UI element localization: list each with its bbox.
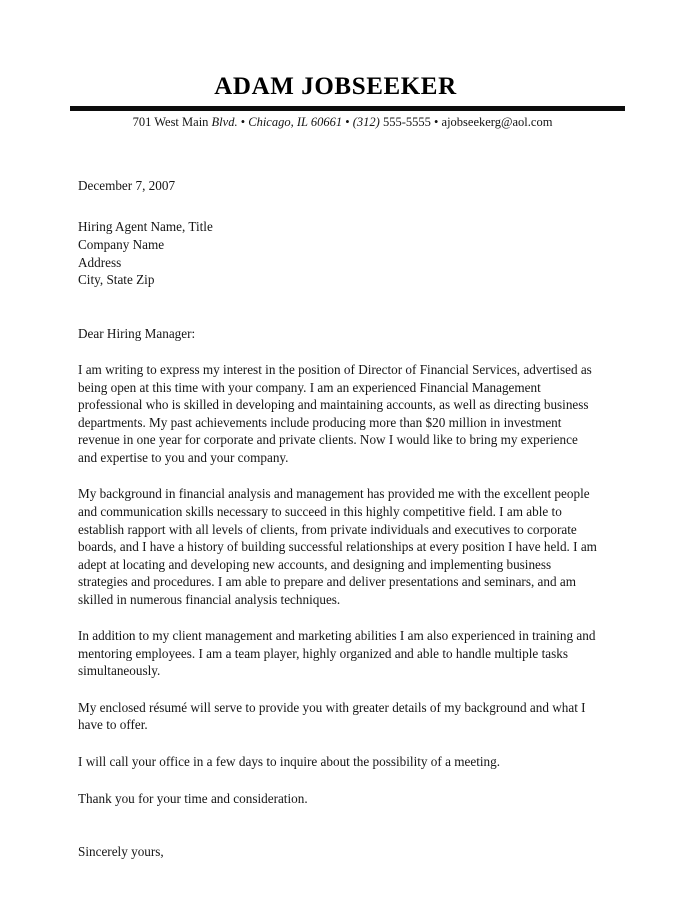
recipient-line: Company Name bbox=[78, 236, 165, 252]
recipient-line: City, State Zip bbox=[78, 272, 155, 288]
letterhead bbox=[0, 0, 695, 131]
recipient-line: Hiring Agent Name, Title bbox=[78, 219, 213, 235]
page-title: ADAM JOBSEEKER bbox=[214, 73, 457, 100]
contact-city-state-zip: Chicago, IL 60661 bbox=[248, 115, 343, 130]
contact-street: 701 West Main bbox=[132, 115, 212, 130]
closing-salutation: Sincerely yours, bbox=[78, 844, 164, 860]
letter-body bbox=[0, 177, 695, 861]
body-paragraph: My enclosed résumé will serve to provide you with greater details of my background and what I have to offer. bbox=[78, 699, 586, 733]
salutation: Dear Hiring Manager: bbox=[78, 325, 196, 341]
contact-phone-area-code: (312) bbox=[352, 115, 380, 130]
contact-email: ajobseekerg@aol.com bbox=[441, 115, 553, 130]
contact-separator-2: • bbox=[342, 115, 353, 130]
contact-phone-number: 555-5555 bbox=[379, 115, 431, 130]
body-paragraph: Thank you for your time and consideration. bbox=[78, 790, 308, 806]
recipient-line: Address bbox=[78, 254, 122, 270]
body-paragraph: I will call your office in a few days to inquire about the possibility of a meeting. bbox=[78, 754, 501, 769]
body-paragraph: In addition to my client management and marketing abilities I am also experienced in training and mentoring employees. I am a team player, highly organized and able to handle multiple tasks simultaneously. bbox=[78, 628, 596, 679]
contact-separator-3: • bbox=[430, 115, 442, 130]
body-paragraph: I am writing to express my interest in the position of Director of Financial Services, advertised as being open at this time with your company. I am an experienced Financial Management professional who is skilled in developing and maintaining accounts, as well as directing business departments. My past achievements include producing more than $20 million in investment revenue in one year for corporate and private clients. Now I would like to bring my experience and expertise to you and your company. bbox=[78, 362, 592, 465]
body-paragraph: My background in financial analysis and management has provided me with the excellent people and communication skills necessary to succeed in this highly competitive field. I am able to establish rapport with all levels of clients, from private individuals and executives to corporate boards, and I have a history of building successful relationships at every position I have held. I am adept at locating and developing new accounts, and designing and implementing business strategies and procedures. I am able to prepare and deliver presentations and seminars, and am skilled in numerous financial analysis techniques. bbox=[78, 486, 597, 607]
letterhead-divider bbox=[70, 106, 625, 111]
contact-info-line bbox=[0, 115, 695, 131]
letter-date: December 7, 2007 bbox=[78, 177, 176, 193]
contact-street-suffix: Blvd. bbox=[211, 115, 238, 130]
recipient-address-block bbox=[78, 218, 600, 288]
contact-separator-1: • bbox=[237, 115, 249, 130]
